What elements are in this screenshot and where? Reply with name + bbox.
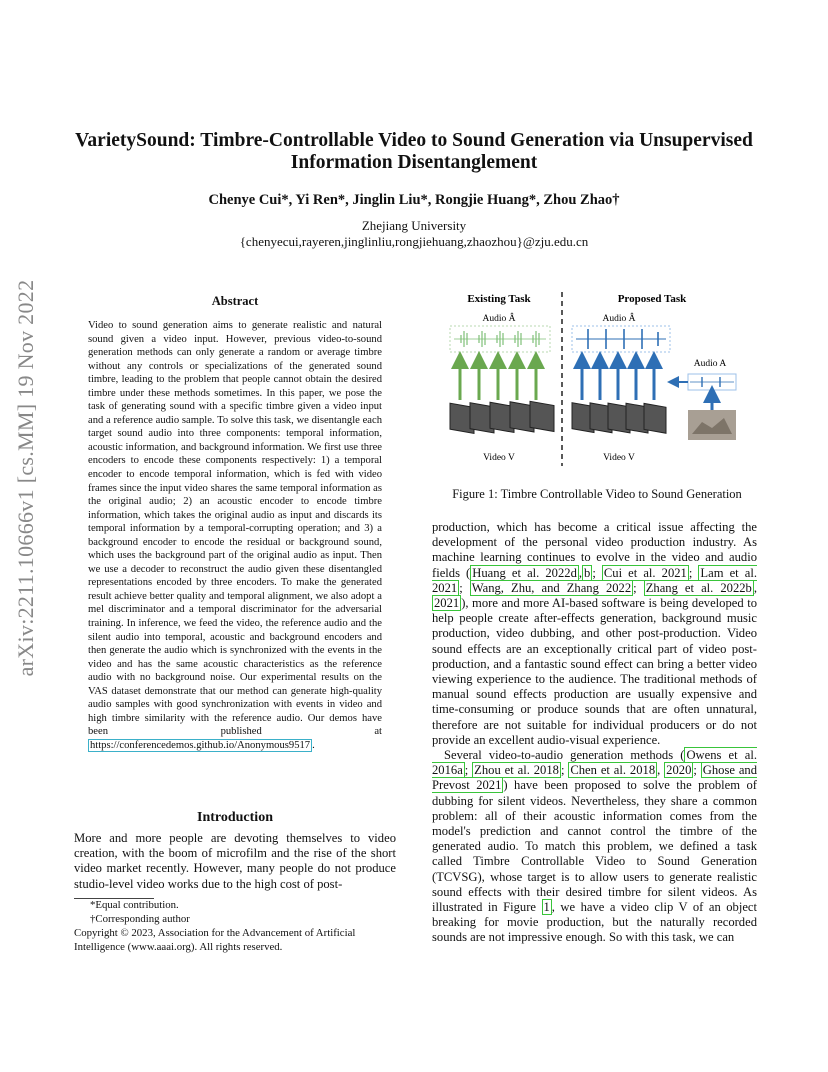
existing-video-frames	[450, 401, 554, 433]
citation-chen-2018[interactable]: Chen et al. 2018	[570, 763, 656, 778]
existing-waveform	[454, 331, 546, 347]
citation-huang-2022b[interactable]: b	[584, 565, 591, 580]
affiliation-name: Zhejiang University	[361, 218, 467, 233]
citation-chen-2020[interactable]: 2020	[666, 763, 692, 778]
reference-waveform	[690, 377, 734, 387]
figure-1-caption: Figure 1: Timbre Controllable Video to Sound Generation	[452, 487, 742, 501]
demo-link[interactable]: https://conferencedemos.github.io/Anonymous9517	[90, 739, 311, 751]
proposed-task-label: Proposed Task	[617, 293, 687, 305]
introduction-heading: Introduction	[197, 810, 273, 825]
copyright-notice: Copyright © 2023, Association for the Advancement of Artificial Intelligence (www.aaai.org). All rights reserved.	[74, 927, 356, 953]
existing-task-label: Existing Task	[467, 293, 531, 305]
citation-zhou-2018[interactable]: Zhou et al. 2018	[474, 763, 559, 778]
author-emails: {chenyecui,rayeren,jinglinliu,rongjiehuang,zhaozhou}@zju.edu.cn	[239, 234, 589, 249]
intro-continued	[432, 520, 757, 946]
abstract-heading: Abstract	[211, 294, 259, 308]
proposed-video-label: Video V	[603, 453, 635, 463]
citation-zhang-2022b[interactable]: Zhang et al. 2022b	[645, 580, 752, 595]
citation-cui-2021[interactable]: Cui et al. 2021	[603, 565, 687, 580]
citation-ghose-2021[interactable]: Ghose and Prevost 2021	[432, 763, 758, 793]
arxiv-identifier: arXiv:2211.10666v1 [cs.MM] 19 Nov 2022	[13, 279, 38, 677]
figure-1-diagram	[432, 288, 762, 468]
abstract-text: Video to sound generation aims to generate realistic and natural sound given a video input. However, previous video-to-sound generation methods can only generate a random or average timbre without any controls or specializations of the generated sound timbre, leading to the problem that people cannot obtain the desired timbre under these methods sometimes. In this paper, we pose the task of generating sound with a specific timbre given a video input and a reference audio sample. To solve this task, we disentangle each target sound audio into three components: temporal information, acoustic information, and background information. We first use three encoders to encode these components respectively: 1) a temporal encoder to encode temporal information, which is fed with video frames since the input video shares the same temporal information as the original audio; 2) an acoustic encoder to encode timbre information, which takes the original audio as input and discards its temporal information by a temporal-corrupting operation; and 3) a background encoder to encode the residual or background sound, which uses the background part of the original audio as input. Then we use a decoder to reconstruct the audio given these disentangled representations encoded by three encoders. To make the generated result achieve better quality and temporal alignment, we also adopt a mel discriminator and a temporal discriminator for the adversarial training. In inference, we feed the video, the reference audio and the silent audio into temporal, acoustic and background encoders and then generate the audio which is synchronized with the events in the video and has the same acoustic characteristics as the reference audio with no background noise. Our experimental results on the VAS dataset demonstrate that our method can generate high-quality audio samples with good synchronization with events in video and high timbre similarity with the reference audio. Our demos have been published at https://conferencedemos.github.io/Anonymous9517 .	[88, 320, 382, 751]
citation-owens-2016a[interactable]: Owens et al. 2016a	[432, 748, 757, 778]
intro-paragraph-2: Several video-to-audio generation methods ( Owens et al. 2016a ; Zhou et al. 2018 ; Chen et al. 2018 , 2020 ; Ghose and Prevost 2021 ) have been proposed to solve the problem of dubbing for silent videos. Nevertheless, they share a common problem: all of their acoustic information comes from the model's prediction and cannot control the timbre of the generated audio. To match this problem, we defined a task called Timbre Controllable Video to Sound Generation (TCVSG), whose target is to allow users to generate realistic sound effects with their desired timbre for silent videos. As illustrated in Figure 1 , we have a video clip V of an object breaking for movie production, but the naturally recorded sounds are not impressive enough. So with this task, we can	[432, 748, 758, 945]
citation-wang-2022[interactable]: Wang, Zhu, and Zhang 2022	[471, 580, 632, 595]
existing-audio-label: Audio Â	[482, 314, 516, 324]
reference-photo	[688, 410, 736, 440]
figure-reference[interactable]: 1	[543, 900, 550, 915]
proposed-waveform	[576, 329, 666, 349]
citation-lam-2021[interactable]: Lam et al. 2021	[432, 565, 757, 595]
proposed-video-frames	[572, 403, 666, 434]
introduction-text: More and more people are devoting themselves to video creation, with the boom of microfilm and the rise of the short video market recently. However, many people do not produce studio-level video works due to the high cost of post-	[74, 831, 396, 891]
footnote-corresponding-author: †Corresponding author	[90, 913, 190, 925]
paper-title: VarietySound: Timbre-Controllable Video to Sound Generation via Unsupervised Information Disentanglement	[75, 130, 753, 173]
citation-huang-2022d[interactable]: Huang et al. 2022d	[472, 565, 577, 580]
proposed-audio-label: Audio Â	[602, 314, 636, 324]
reference-audio-label: Audio A	[693, 359, 727, 369]
affiliation	[60, 218, 768, 250]
intro-paragraph-1: production, which has become a critical issue affecting the development of the personal video production industry. As machine learning continues to evolve in the video and audio fields ( Huang et al. 2022d , b ; Cui et al. 2021 ; Lam et al. 2021 ; Wang, Zhu, and Zhang 2022 ; Zhang et al. 2022b , 2021 ), more and more AI-based software is being developed to help people create after-effects generation, background music production, video dubbing, and other post-production. Video sound effects are an exceptionally critical part of video post-production, and a fantastic sound effect can bring a better video viewing experience to the audience. The traditional methods of manual sound effects production are usually expensive and time-consuming or produce sounds that are often unnatural, therefore are not suitable for individual producers or do not provide an excellent audio-visual experience.	[432, 520, 757, 747]
citation-zhang-2021[interactable]: 2021	[434, 596, 460, 611]
footnote-equal-contribution: *Equal contribution.	[90, 899, 179, 911]
figure-1	[432, 288, 762, 468]
proposed-arrows	[582, 360, 654, 400]
existing-arrows	[460, 360, 536, 400]
existing-video-label: Video V	[483, 453, 515, 463]
author-list: Chenye Cui*, Yi Ren*, Jinglin Liu*, Rongjie Huang*, Zhou Zhao†	[208, 192, 620, 208]
